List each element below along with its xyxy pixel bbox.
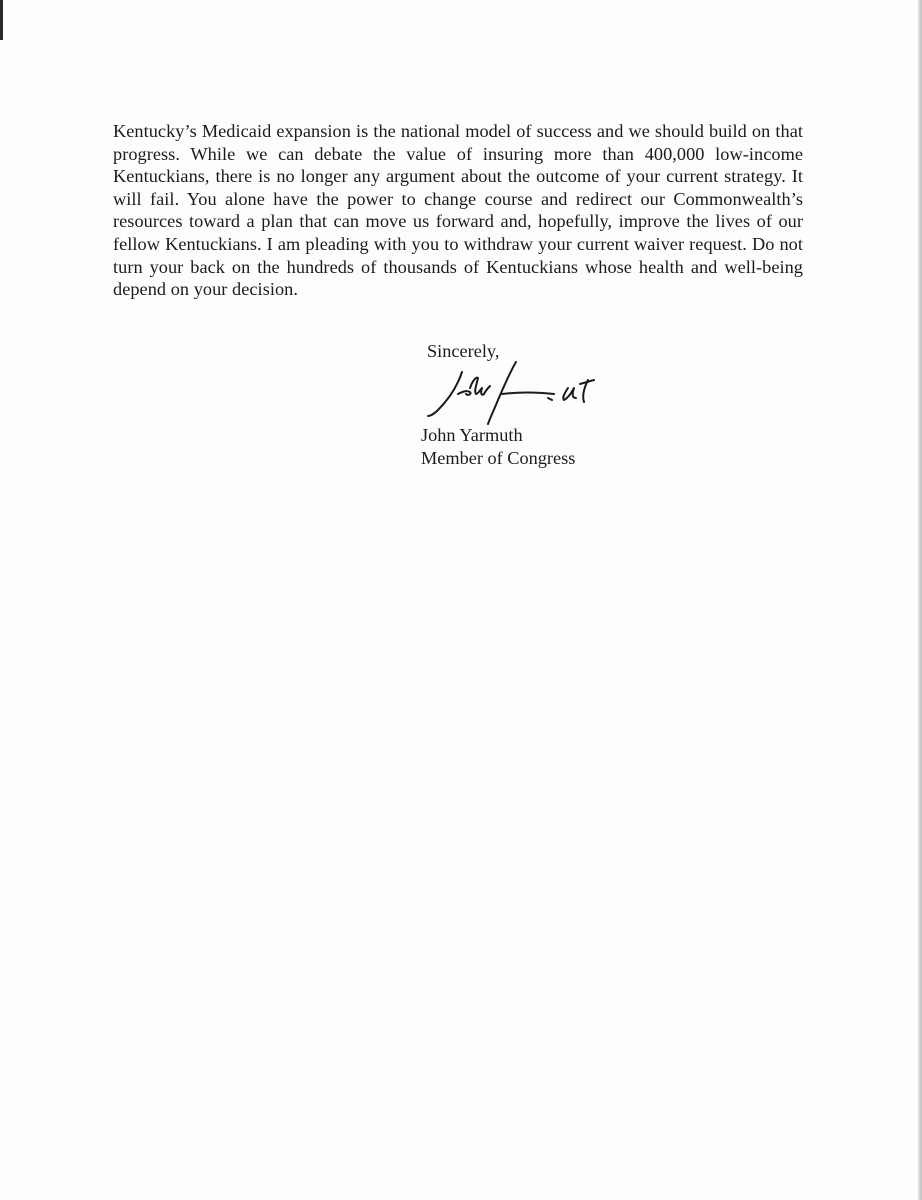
scan-edge-mark (0, 0, 3, 40)
scan-edge-shadow (918, 0, 922, 1200)
signer-name: John Yarmuth (421, 425, 523, 445)
letter-closing: Sincerely, (427, 341, 500, 361)
handwritten-signature-icon (418, 358, 618, 428)
signer-title: Member of Congress (421, 448, 576, 468)
letter-body-paragraph: Kentucky’s Medicaid expansion is the national model of success and we should build on that progress. While we can debate the value of insuring more than 400,000 low-income Kentuckians, there is no longer any argument about the outcome of your current strategy. It will fail. You alone have the power to change course and redirect our Commonwealth’s resources toward a plan that can move us forward and, hopefully, improve the lives of our fellow Kentuckians. I am pleading with you to withdraw your current waiver request. Do not turn your back on the hundreds of thousands of Kentuckians whose health and well-being depend on your decision. (113, 121, 803, 300)
